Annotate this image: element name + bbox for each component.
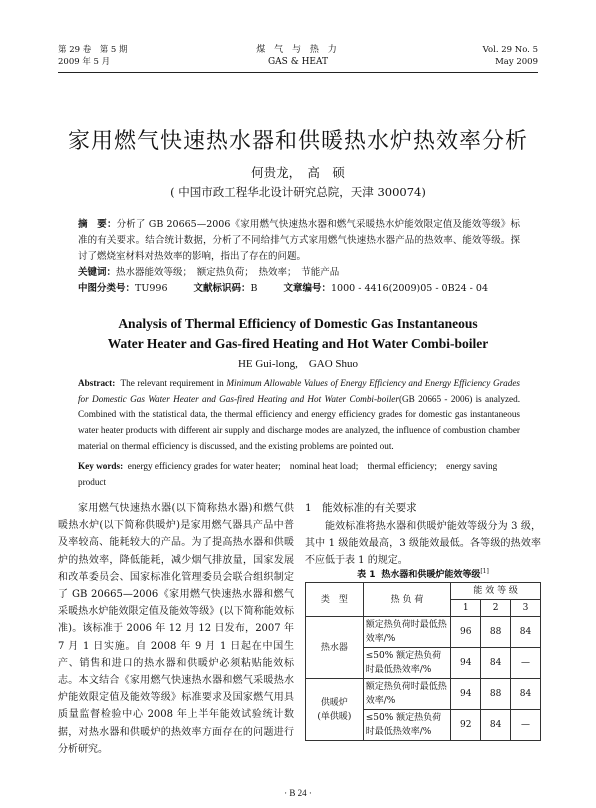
table-row: [306, 617, 541, 648]
journal-name-cn: 煤 气 与 热 力: [256, 45, 340, 55]
value-cell: 88: [481, 679, 511, 710]
type-water-heater: 热水器: [306, 617, 364, 679]
doc-code-label: 文献标识码：: [193, 283, 251, 294]
value-cell: 96: [451, 617, 481, 648]
classification-line: [78, 281, 538, 297]
section-1-body: [305, 518, 541, 570]
abstract-en-text2: (GB 20665 - 2006) is analyzed. Combined with the statistical data, the thermal efficiency and energy efficiency grades for domestic gas instantaneous water heater products with different air supply and discharge modes are analyzed, the influence of combustion chamber material on thermal efficiency is discussed, and the existing problems are pointed out.: [78, 393, 520, 451]
intro-paragraph: 家用燃气快速热水器(以下简称热水器)和燃气供暖热水炉(以下简称供暖炉)是家用燃气器具产品中普及率较高、能耗较大的产品。为了提高热水器和供暖炉的热效率，降低能耗，减少烟气排放量，国家发展和改革委员会、国家标准化管理委员会联合组织制定了 GB 20665—2006《家用燃气快速热水器和燃气采暖热水炉能效限定值及能效等级》(以下简称能效标准)。该标准于 2006 年 12 月 12 日发布，2007 年 7 月 1 日实施。自 2008 年 9 月 1 日起在中国生产、销售和进口的热水器和供暖炉必须粘贴能效标志。本文结合《家用燃气快速热水器和燃气采暖热水炉能效限定值及能效等级》标准要求及国家燃气用具质量监督检验中心 2008 年上半年能效试验统计数据，对热水器和供暖炉的热效率方面存在的问题进行分析研究。: [58, 503, 294, 755]
grade-2: 2: [481, 600, 511, 617]
keywords-en-text: energy efficiency grades for water heater; nominal heat load; thermal efficiency; energy saving product: [78, 461, 498, 487]
table-1-label: 表 1: [357, 570, 376, 580]
issue-date-cn: 2009 年 5 月: [58, 57, 111, 67]
body-left-column: [58, 500, 294, 758]
table-row: [306, 679, 541, 710]
keywords-en-label: Key words:: [78, 461, 124, 471]
abstract-en-label: Abstract:: [78, 378, 116, 388]
table-1-ref: [1]: [480, 568, 489, 575]
value-cell: 94: [451, 679, 481, 710]
article-no-label: 文章编号：: [283, 283, 332, 294]
abstract-cn-text: 分析了 GB 20665—2006《家用燃气快速热水器和燃气采暖热水炉能效限定值及能效等级》标准的有关要求。结合统计数据，分析了不同给排气方式家用燃气快速热水器产品的热效率、能效等级。探讨了燃烧室材料对热效率的影响，指出了存在的问题。: [78, 219, 520, 262]
load-cell: 额定热负荷时最低热效率/%: [363, 679, 451, 710]
keywords-en: [78, 459, 520, 490]
load-cell: ≤50% 额定热负荷时最低热效率/%: [363, 710, 451, 741]
affiliation-cn: ( 中国市政工程华北设计研究总院，天津 300074): [170, 185, 426, 199]
clc-label: 中图分类号：: [78, 283, 136, 294]
value-cell: —: [511, 710, 541, 741]
value-cell: 84: [511, 617, 541, 648]
col-header-grade: 能 效 等 级: [451, 583, 541, 600]
grade-1: 1: [451, 600, 481, 617]
journal-name-en: GAS & HEAT: [267, 57, 329, 67]
value-cell: 92: [451, 710, 481, 741]
section-1-paragraph: 能效标准将热水器和供暖炉能效等级分为 3 级，其中 1 级能效最高，3 级能效最低。各等级的热效率不应低于表 1 的规定。: [305, 521, 541, 567]
value-cell: 84: [511, 679, 541, 710]
type-boiler-note: (单供暖): [317, 711, 352, 722]
paper-title-en-line2: Water Heater and Gas-fired Heating and Hot Water Combi-boiler: [107, 336, 489, 351]
col-header-type: 类 型: [306, 583, 364, 617]
type-boiler: [306, 679, 364, 741]
journal-volume-issue-en: [483, 44, 538, 68]
value-cell: 94: [451, 648, 481, 679]
keywords-cn-text: 热水器能效等级； 额定热负荷； 热效率； 节能产品: [116, 267, 340, 278]
paper-title-en: [0, 314, 596, 354]
keywords-cn-label: 关键词：: [78, 267, 117, 278]
type-boiler-name: 供暖炉: [320, 697, 348, 708]
section-1-heading: 1 能效标准的有关要求: [305, 502, 417, 514]
load-cell: ≤50% 额定热负荷时最低热效率/%: [363, 648, 451, 679]
table-1: [305, 582, 541, 741]
abstract-en: [78, 376, 520, 455]
paper-title-en-line1: Analysis of Thermal Efficiency of Domestic Gas Instantaneous: [118, 316, 478, 331]
authors-cn: 何贵龙， 高 硕: [251, 165, 345, 180]
paper-title-cn: 家用燃气快速热水器和供暖热水炉热效率分析: [67, 129, 528, 154]
grade-3: 3: [511, 600, 541, 617]
table-1-caption: [305, 567, 541, 580]
doc-code-value: B: [250, 283, 258, 294]
abstract-en-standard-title: Minimum Allowable Values of Energy Efficiency and Energy Efficiency Grades for Domestic Gas Water Heater and Gas-fired Heating and Hot Water Combi-boiler: [78, 378, 521, 404]
page-number: · B 24 ·: [284, 788, 312, 798]
clc-value: TU996: [135, 283, 168, 294]
table-header-row: [306, 583, 541, 600]
keywords-cn: [78, 265, 520, 281]
abstract-en-text1: The relevant requirement in: [120, 378, 224, 388]
header-rule: [58, 72, 538, 73]
abstract-cn-label: 摘 要：: [78, 219, 117, 230]
load-cell: 额定热负荷时最低热效率/%: [363, 617, 451, 648]
col-header-load: 热 负 荷: [363, 583, 451, 617]
value-cell: —: [511, 648, 541, 679]
value-cell: 84: [481, 710, 511, 741]
table-1-title: 热水器和供暖炉能效等级: [381, 570, 481, 580]
value-cell: 84: [481, 648, 511, 679]
article-no-value: 1000 - 4416(2009)05 - 0B24 - 04: [331, 283, 488, 294]
value-cell: 88: [481, 617, 511, 648]
issue-date-en: May 2009: [495, 57, 538, 67]
volume-issue-en: Vol. 29 No. 5: [482, 45, 538, 55]
volume-issue: 第 29 卷 第 5 期: [58, 45, 128, 55]
authors-en: HE Gui-long, GAO Shuo: [237, 358, 359, 370]
abstract-cn: [78, 217, 520, 265]
